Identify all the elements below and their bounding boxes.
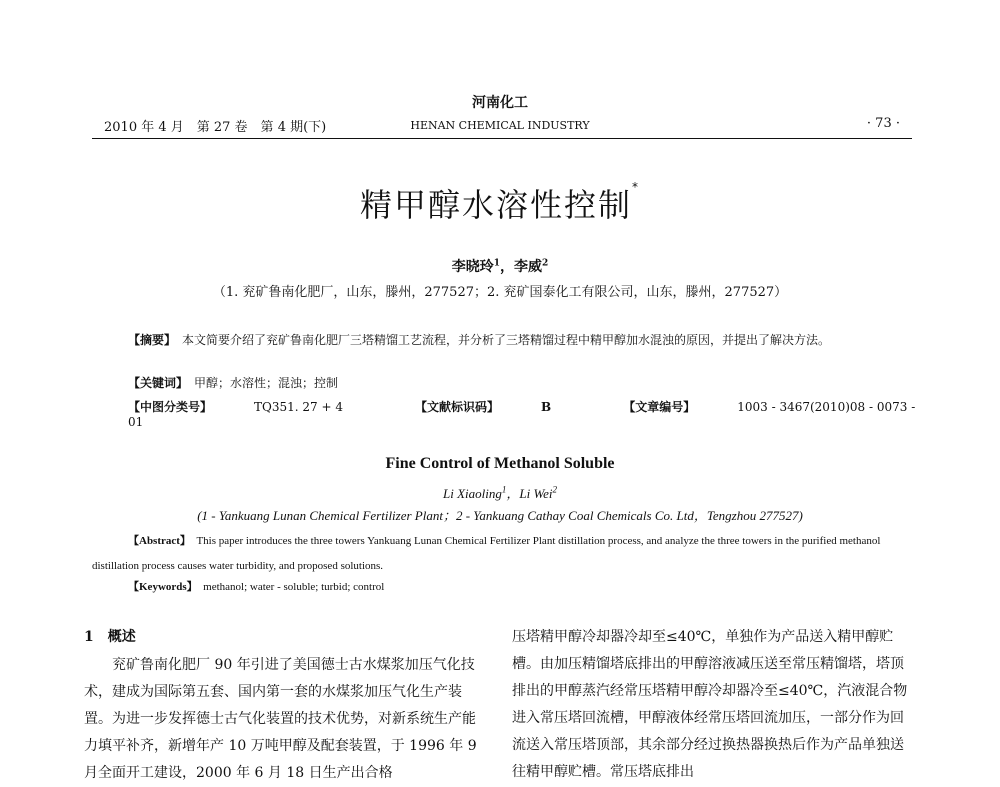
abstract-label: 【摘要】 bbox=[128, 333, 171, 347]
english-author-2-affil: 2 bbox=[552, 484, 557, 495]
header-rule bbox=[92, 138, 912, 139]
doc-code-label: 【文献标识码】 bbox=[415, 400, 494, 414]
clc-label: 【中图分类号】 bbox=[128, 400, 207, 414]
english-author-2: Li Wei bbox=[519, 486, 553, 501]
article-no-label: 【文章编号】 bbox=[623, 400, 690, 414]
keywords bbox=[128, 374, 338, 391]
author-2: 李威 bbox=[514, 259, 542, 275]
english-authors bbox=[0, 483, 1000, 502]
authors bbox=[0, 256, 1000, 276]
issue-info: 2010 年 4 月 第 27 卷 第 4 期(下) bbox=[104, 120, 327, 135]
author-1: 李晓玲 bbox=[451, 259, 494, 275]
english-author-1: Li Xiaoling bbox=[443, 486, 502, 501]
journal-name-cn: 河南化工 bbox=[472, 95, 528, 111]
page-number: · 73 · bbox=[866, 116, 900, 131]
english-keywords bbox=[128, 578, 384, 594]
clc-value: TQ351. 27 + 4 bbox=[254, 400, 343, 414]
english-abstract-text: This paper introduces the three towers Yankuang Lunan Chemical Fertilizer Plant distillation process, and analyze the three towers in the purified methanol distillation process causes water turbidity, and proposed solutions. bbox=[92, 535, 881, 572]
affiliation: （1. 兖矿鲁南化肥厂，山东，滕州，277527；2. 兖矿国泰化工有限公司，山东，滕州，277527） bbox=[212, 285, 788, 300]
article-title bbox=[0, 180, 1000, 226]
english-abstract bbox=[92, 529, 910, 579]
journal-name-en: HENAN CHEMICAL INDUSTRY bbox=[410, 119, 590, 132]
author-2-affil: 2 bbox=[542, 258, 549, 269]
author-separator: ， bbox=[500, 259, 514, 275]
article-no-value: 1003 - 3467(2010)08 - 0073 - 01 bbox=[128, 400, 916, 429]
author-1-affil: 1 bbox=[493, 258, 500, 269]
english-title: Fine Control of Methanol Soluble bbox=[385, 455, 615, 472]
english-keywords-text: methanol; water - soluble; turbid; control bbox=[203, 581, 385, 593]
classification-line bbox=[128, 398, 1000, 429]
keywords-text: 甲醇；水溶性；混浊；控制 bbox=[194, 376, 339, 390]
english-abstract-label: 【Abstract】 bbox=[128, 535, 186, 547]
english-affiliation: (1 - Yankuang Lunan Chemical Fertilizer Plant；2 - Yankuang Cathay Coal Chemicals Co. Ltd，Tengzhou 277527) bbox=[197, 508, 803, 523]
title-footnote-mark: * bbox=[632, 180, 640, 194]
keywords-label: 【关键词】 bbox=[128, 376, 183, 390]
abstract bbox=[92, 329, 910, 351]
body-left-column: 兖矿鲁南化肥厂 90 年引进了美国德士古水煤浆加压气化技术，建成为国际第五套、国内第一套的水煤浆加压气化生产装置。为进一步发挥德士古气化装置的技术优势，对新系统生产能力填平补齐，新增年产 10 万吨甲醇及配套装置，于 1996 年 9 月全面开工建设，2000 年 6 月 18 日生产出合格 bbox=[84, 657, 477, 781]
english-author-1-affil: 1 bbox=[501, 484, 507, 495]
english-author-separator: ， bbox=[506, 486, 520, 501]
section-heading: 1 概述 bbox=[84, 629, 136, 645]
article-title-text: 精甲醇水溶性控制 bbox=[359, 186, 632, 224]
english-keywords-label: 【Keywords】 bbox=[128, 581, 193, 593]
abstract-text: 本文简要介绍了兖矿鲁南化肥厂三塔精馏工艺流程，并分析了三塔精馏过程中精甲醇加水混浊的原因，并提出了解决方法。 bbox=[182, 333, 831, 347]
body-right-column: 压塔精甲醇冷却器冷却至≤40℃，单独作为产品送入精甲醇贮槽。由加压精馏塔底排出的甲醇溶液减压送至常压精馏塔，塔顶排出的甲醇蒸汽经常压塔精甲醇冷却器冷至≤40℃，汽液混合物进入常压塔回流槽，甲醇液体经常压塔回流加压，一部分作为回流送入常压塔顶部，其余部分经过换热器换热后作为产品单独送往精甲醇贮槽。常压塔底排出 bbox=[512, 629, 908, 780]
doc-code-value: B bbox=[541, 400, 552, 414]
